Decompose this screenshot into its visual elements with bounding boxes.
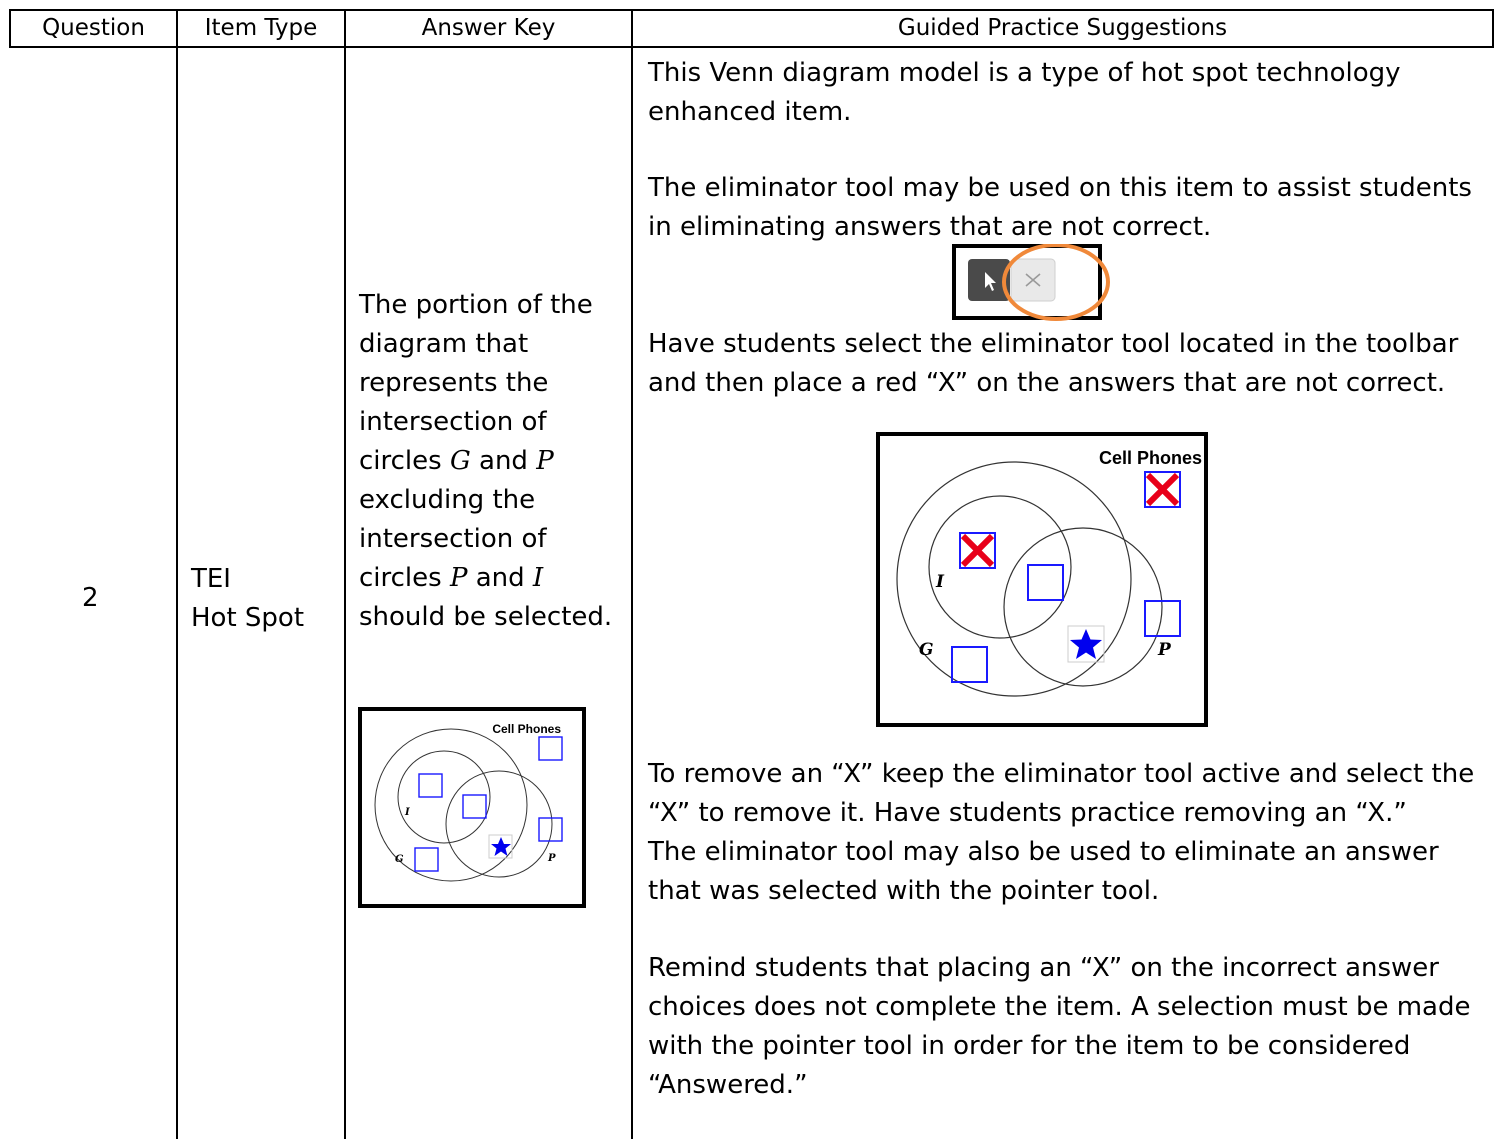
answer-key-line: The portion of the bbox=[359, 290, 593, 320]
col-border-3 bbox=[631, 9, 633, 1139]
guided-line: “Answered.” bbox=[648, 1070, 808, 1100]
guided-line: To remove an “X” keep the eliminator tool active and select the bbox=[648, 759, 1475, 789]
text-fragment: circles bbox=[359, 563, 450, 593]
answer-key-line: represents the bbox=[359, 368, 549, 398]
header-answer-key: Answer Key bbox=[421, 15, 556, 41]
guided-line: The eliminator tool may also be used to eliminate an answer bbox=[648, 837, 1439, 867]
variable-p: P bbox=[536, 446, 554, 476]
guided-line: The eliminator tool may be used on this item to assist students bbox=[648, 173, 1472, 203]
guided-line: in eliminating answers that are not correct. bbox=[648, 212, 1212, 242]
label-p: P bbox=[548, 853, 556, 864]
answer-key-line: diagram that bbox=[359, 329, 529, 359]
label-p: P bbox=[1158, 640, 1171, 660]
item-type-line1: TEI bbox=[191, 564, 231, 594]
header-question: Question bbox=[42, 15, 145, 41]
toolbar-image bbox=[952, 244, 1120, 324]
guided-paragraph-4 bbox=[648, 755, 1474, 911]
text-fragment: circles bbox=[359, 446, 450, 476]
label-i: I bbox=[405, 807, 410, 818]
answer-key-line: excluding the bbox=[359, 485, 536, 515]
answer-key-line: should be selected. bbox=[359, 602, 613, 632]
header-guided-practice: Guided Practice Suggestions bbox=[897, 15, 1228, 41]
item-type-cell bbox=[191, 560, 304, 638]
guided-paragraph-5 bbox=[648, 949, 1471, 1105]
venn-title: Cell Phones bbox=[1098, 448, 1202, 468]
guided-line: This Venn diagram model is a type of hot spot technology bbox=[648, 58, 1401, 88]
text-fragment: and bbox=[467, 563, 533, 593]
label-i: I bbox=[936, 572, 944, 592]
answer-key-line bbox=[359, 559, 612, 598]
guided-line: and then place a red “X” on the answers that are not correct. bbox=[648, 368, 1446, 398]
guided-line: Remind students that placing an “X” on the incorrect answer bbox=[648, 953, 1439, 983]
header-bottom-border bbox=[9, 46, 1494, 48]
guided-line: Have students select the eliminator tool located in the toolbar bbox=[648, 329, 1459, 359]
guided-line: enhanced item. bbox=[648, 97, 852, 127]
label-g: G bbox=[395, 854, 404, 865]
eliminator-venn-diagram bbox=[876, 432, 1210, 728]
variable-g: G bbox=[449, 446, 471, 476]
variable-p: P bbox=[449, 563, 468, 593]
header-item-type: Item Type bbox=[204, 15, 318, 41]
answer-key-venn-diagram bbox=[358, 707, 586, 908]
guided-paragraph-3 bbox=[648, 325, 1458, 403]
answer-key-line: intersection of bbox=[359, 524, 547, 554]
answer-key-text bbox=[359, 286, 612, 637]
col-border-1 bbox=[176, 9, 178, 1139]
label-g: G bbox=[919, 640, 934, 660]
guided-paragraph-2 bbox=[648, 169, 1472, 247]
guided-line: that was selected with the pointer tool. bbox=[648, 876, 1160, 906]
question-number: 2 bbox=[82, 583, 99, 613]
col-border-right bbox=[1492, 9, 1494, 47]
guided-line: with the pointer tool in order for the item to be considered bbox=[648, 1031, 1411, 1061]
guided-line: “X” to remove it. Have students practice removing an “X.” bbox=[648, 798, 1407, 828]
text-fragment: and bbox=[470, 446, 537, 476]
col-border-2 bbox=[344, 9, 346, 1139]
item-type-line2: Hot Spot bbox=[191, 603, 305, 633]
guided-line: choices does not complete the item. A selection must be made bbox=[648, 992, 1471, 1022]
variable-i: I bbox=[532, 563, 544, 593]
answer-key-line bbox=[359, 442, 612, 481]
answer-key-line: intersection of bbox=[359, 407, 547, 437]
guided-paragraph-1 bbox=[648, 54, 1401, 132]
venn-title: Cell Phones bbox=[492, 722, 561, 736]
